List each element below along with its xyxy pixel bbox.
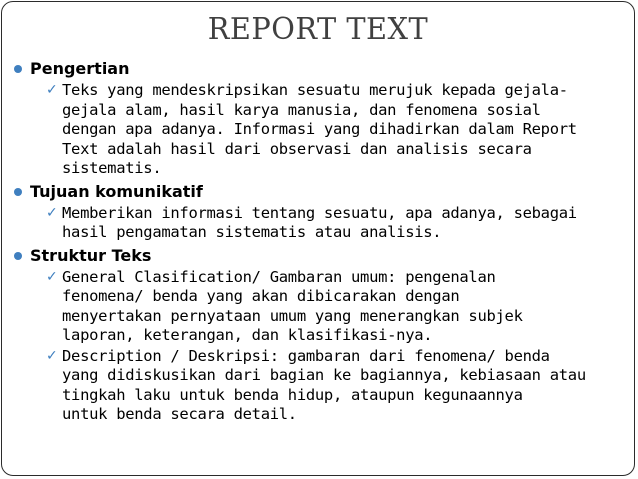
section-heading-struktur	[12, 245, 612, 267]
list-item-line: dengan apa adanya. Informasi yang dihadirkan dalam Report	[62, 120, 577, 138]
section-heading-pengertian	[12, 58, 612, 80]
list-item-line: fenomena/ benda yang akan dibicarakan dengan	[62, 287, 460, 305]
section-heading-tujuan	[12, 181, 612, 203]
checkmark-icon: ✓	[46, 82, 58, 98]
list-item	[12, 81, 612, 179]
list-item-line: gejala alam, hasil karya manusia, dan fenomena sosial	[62, 100, 541, 119]
section-heading-text: Struktur Teks	[30, 245, 152, 265]
list-item-line: General Clasification/ Gambaran umum: pengenalan	[62, 267, 496, 286]
list-item	[12, 268, 612, 346]
section-heading-text: Tujuan komunikatif	[30, 181, 203, 201]
list-item-line: hasil pengamatan sistematis atau analisis.	[62, 223, 442, 241]
list-item-line: yang didiskusikan dari bagian ke bagiannya, kebiasaan atau	[62, 366, 586, 384]
list-item-line: menyertakan pernyataan umum yang menerangkan subjek	[62, 306, 523, 325]
bullet-dot-icon	[14, 65, 22, 73]
list-item	[12, 347, 612, 425]
section-heading-text: Pengertian	[30, 59, 130, 78]
list-item-line: sistematis.	[62, 159, 162, 177]
checkmark-icon: ✓	[46, 347, 58, 364]
slide-content	[12, 58, 612, 425]
list-item-line: Memberikan informasi tentang sesuatu, apa adanya, sebagai	[62, 203, 577, 222]
list-item-line: laporan, keterangan, dan klasifikasi-nya.	[62, 326, 433, 344]
bullet-dot-icon	[14, 252, 22, 260]
list-item-line: untuk benda secara detail.	[62, 405, 297, 423]
slide	[1, 1, 635, 476]
list-item-line: Description / Deskripsi: gambaran dari fenomena/ benda	[62, 346, 550, 365]
list-item	[12, 204, 612, 243]
list-item-line: tingkah laku untuk benda hidup, ataupun kegunaannya	[62, 385, 523, 404]
bullet-dot-icon	[14, 188, 22, 196]
checkmark-icon: ✓	[46, 268, 58, 285]
list-item-line: Teks yang mendeskripsikan sesuatu merujuk kepada gejala-	[62, 81, 568, 99]
slide-title: REPORT TEXT	[207, 12, 429, 47]
list-item-line: Text adalah hasil dari observasi dan analisis secara	[62, 139, 532, 158]
checkmark-icon: ✓	[46, 204, 58, 221]
